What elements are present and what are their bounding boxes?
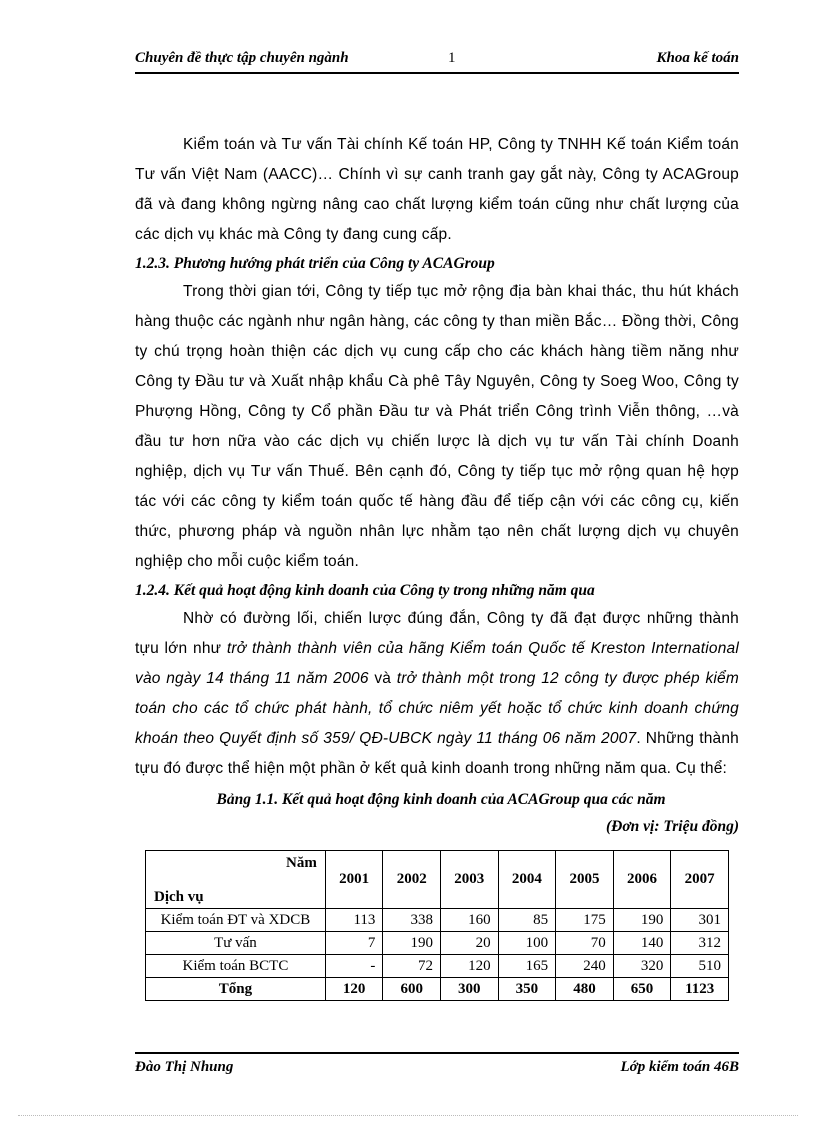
year-header: 2006: [613, 851, 671, 909]
table-row: [146, 932, 729, 955]
header-department: Khoa kế toán: [656, 50, 739, 66]
table-caption: Bảng 1.1. Kết quả hoạt động kinh doanh của ACAGroup qua các năm: [216, 791, 666, 808]
table-cell: 100: [498, 932, 556, 955]
table-cell: -: [325, 955, 383, 978]
footer-author: Đào Thị Nhung: [135, 1059, 234, 1075]
page-edge-divider: [18, 1115, 798, 1116]
table-cell: 160: [441, 909, 499, 932]
row-label: Kiểm toán BCTC: [146, 955, 326, 978]
corner-year-label: Năm: [286, 855, 317, 871]
table-cell: 140: [613, 932, 671, 955]
year-header: 2001: [325, 851, 383, 909]
table-cell: 320: [613, 955, 671, 978]
table-unit: (Đơn vị: Triệu đồng): [605, 818, 739, 835]
paragraph-3-text-c: và: [368, 670, 397, 687]
table-header-row: [146, 851, 729, 909]
table-cell: 20: [441, 932, 499, 955]
year-header: 2002: [383, 851, 441, 909]
paragraph-3-italic-d: trở thành một trong 12 công ty được phép kiểm toán cho các tổ chức phát hành, tổ chức niêm yết hoặc tổ chức kinh doanh chứng khoán theo Quyết định số 359/ QĐ-UBCK ngày 11 tháng 06 năm 2007: [135, 670, 739, 747]
total-cell: 600: [383, 978, 441, 1001]
table-cell: 510: [671, 955, 729, 978]
document-body: [135, 130, 739, 840]
table-row: [146, 909, 729, 932]
total-label: Tổng: [146, 978, 326, 1001]
paragraph-3-italic-b: trở thành thành viên của hãng Kiểm toán Quốc tế Kreston International vào ngày 14 tháng 11 năm 2006: [135, 640, 739, 687]
table-cell: 338: [383, 909, 441, 932]
business-results-table: [145, 850, 729, 1001]
table-cell: 240: [556, 955, 614, 978]
table-cell: 70: [556, 932, 614, 955]
year-header: 2004: [498, 851, 556, 909]
total-cell: 300: [441, 978, 499, 1001]
year-header: 2007: [671, 851, 729, 909]
corner-cell: [146, 851, 326, 909]
total-cell: 650: [613, 978, 671, 1001]
paragraph-3-text-e: . Những thành tựu đó được thể hiện một phần ở kết quả kinh doanh trong những năm qua. Cụ thể:: [135, 730, 739, 777]
table-cell: 175: [556, 909, 614, 932]
table-cell: 190: [613, 909, 671, 932]
total-cell: 1123: [671, 978, 729, 1001]
section-heading-1-2-3: 1.2.3. Phương hướng phát triển của Công ty ACAGroup: [135, 255, 495, 272]
table-total-row: [146, 978, 729, 1001]
paragraph-3: [135, 604, 739, 784]
table-cell: 120: [441, 955, 499, 978]
table-cell: 113: [325, 909, 383, 932]
row-label: Tư vấn: [146, 932, 326, 955]
table-cell: 165: [498, 955, 556, 978]
table-cell: 7: [325, 932, 383, 955]
row-label: Kiểm toán ĐT và XDCB: [146, 909, 326, 932]
paragraph-3-text-a: Nhờ có đường lối, chiến lược đúng đắn, Công ty đã đạt được những thành tựu lớn như: [135, 610, 739, 657]
table-row: [146, 955, 729, 978]
table-cell: 301: [671, 909, 729, 932]
table-cell: 85: [498, 909, 556, 932]
paragraph-2: Trong thời gian tới, Công ty tiếp tục mở rộng địa bàn khai thác, thu hút khách hàng thuộc các ngành như ngân hàng, các công ty than miền Bắc… Đồng thời, Công ty chú trọng hoàn thiện các dịch vụ cung cấp cho các khách hàng tiềm năng như Công ty Đầu tư và Xuất nhập khẩu Cà phê Tây Nguyên, Công ty Soeg Woo, Công ty Phượng Hồng, Công ty Cổ phần Đầu tư và Phát triển Công trình Viễn thông, …và đầu tư hơn nữa vào các dịch vụ chiến lược là dịch vụ tư vấn Tài chính Doanh nghiệp, dịch vụ Tư vấn Thuế. Bên cạnh đó, Công ty tiếp tục mở rộng quan hệ hợp tác với các công ty kiểm toán quốc tế hàng đầu để tiếp cận với các công cụ, kiến thức, phương pháp và nguồn nhân lực nhằm tạo nên chất lượng dịch vụ chuyên nghiệp cho mỗi cuộc kiểm toán.: [135, 283, 739, 570]
year-header: 2005: [556, 851, 614, 909]
total-cell: 120: [325, 978, 383, 1001]
table-cell: 72: [383, 955, 441, 978]
page-number: 1: [448, 50, 456, 66]
page-header: [135, 46, 739, 74]
section-heading-1-2-4: 1.2.4. Kết quả hoạt động kinh doanh của Công ty trong những năm qua: [135, 582, 595, 599]
total-cell: 350: [498, 978, 556, 1001]
header-title: Chuyên đề thực tập chuyên ngành: [135, 50, 349, 66]
paragraph-1: Kiểm toán và Tư vấn Tài chính Kế toán HP, Công ty TNHH Kế toán Kiểm toán Tư vấn Việt Nam (AACC)… Chính vì sự canh tranh gay gắt này, Công ty ACAGroup đã và đang không ngừng nâng cao chất lượng kiểm toán cũng như chất lượng của các dịch vụ khác mà Công ty đang cung cấp.: [135, 136, 739, 243]
table-cell: 312: [671, 932, 729, 955]
page-footer: [135, 1052, 739, 1075]
table-cell: 190: [383, 932, 441, 955]
year-header: 2003: [441, 851, 499, 909]
corner-service-label: Dịch vụ: [154, 889, 204, 905]
footer-class: Lớp kiểm toán 46B: [620, 1059, 739, 1075]
total-cell: 480: [556, 978, 614, 1001]
